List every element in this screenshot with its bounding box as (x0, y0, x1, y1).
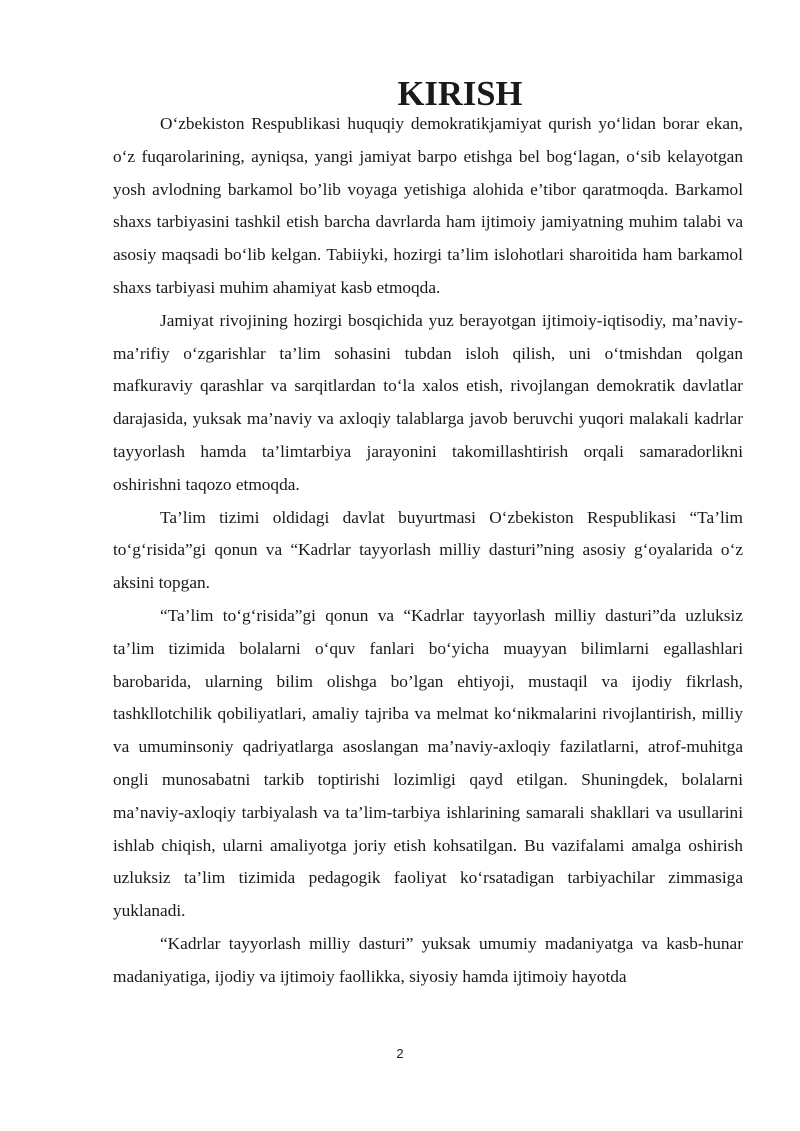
paragraph-3: Ta’lim tizimi oldidagi davlat buyurtmasi O‘zbekiston Respublikasi “Ta’lim to‘g‘risida”gi qonun va “Kadrlar tayyorlash milliy dasturi”ning asosiy g‘oyalarida o‘z aksini topgan. (113, 507, 743, 593)
paragraph-1: O‘zbekiston Respublikasi huquqiy demokratikjamiyat qurish yo‘lidan borar ekan, o‘z fuqarolarining, ayniqsa, yangi jamiyat barpo etishga bel bog‘lagan, o‘sib kelayotgan yosh avlodning barkamol bo’lib voyaga yetishiga alohida e’tibor qaratmoqda. Barkamol shaxs tarbiyasini tashkil etish barcha davrlarda ham ijtimoiy jamiyatning muhim talabi va asosiy maqsadi bo‘lib kelgan. Tabiiyki, hozirgi ta’lim islohotlari sharoitida ham barkamol shaxs tarbiyasi muhim ahamiyat kasb etmoqda. (113, 114, 743, 297)
paragraph-5: “Kadrlar tayyorlash milliy dasturi” yuksak umumiy madaniyatga va kasb-hunar madaniyatiga, ijodiy va ijtimoiy faollikka, siyosiy hamda ijtimoiy hayotda (113, 933, 743, 986)
paragraph-2: Jamiyat rivojining hozirgi bosqichida yuz berayotgan ijtimoiy-iqtisodiy, ma’naviy-ma’rifiy o‘zgarishlar ta’lim sohasini tubdan isloh qilish, uni o‘tmishdan qolgan mafkuraviy qarashlar va sarqitlardan to‘la xalos etish, rivojlangan demokratik davlatlar darajasida, yuksak ma’naviy va axloqiy talablarga javob beruvchi yuqori malakali kadrlar tayyorlash hamda ta’limtarbiya jarayonini takomillashtirish orqali samaradorlikni oshirishni taqozo etmoqda. (113, 310, 743, 494)
document-body (113, 75, 743, 994)
page-number: 2 (396, 1046, 404, 1061)
paragraph-4: “Ta’lim to‘g‘risida”gi qonun va “Kadrlar tayyorlash milliy dasturi”da uzluksiz ta’lim tizimida bolalarni o‘quv fanlari bo‘yicha muayyan bilimlarni egallashlari barobarida, ularning bilim olishga bo’lgan ehtiyoji, mustaqil va ijodiy fikrlash, tashkllotchilik qobiliyatlari, amaliy tajriba va melmat ko‘nikmalarini rivojlantirish, milliy va umuminsoniy qadriyatlarga asoslangan ma’naviy-axloqiy fazilatlarni, atrof-muhitga ongli munosabatni tarkib toptirishi lozimligi qayd etilgan. Shuningdek, bolalarni ma’naviy-axloqiy tarbiyalash va ta’lim-tarbiya ishlarining samarali shakllari va usullarini ishlab chiqish, ularni amaliyotga joriy etish kohsatilgan. Bu vazifalami amalga oshirish uzluksiz ta’lim tizimida pedagogik faoliyat ko‘rsatadigan tarbiyachilar zimmasiga yuklanadi. (113, 605, 743, 921)
section-title: KIRISH (397, 75, 523, 113)
